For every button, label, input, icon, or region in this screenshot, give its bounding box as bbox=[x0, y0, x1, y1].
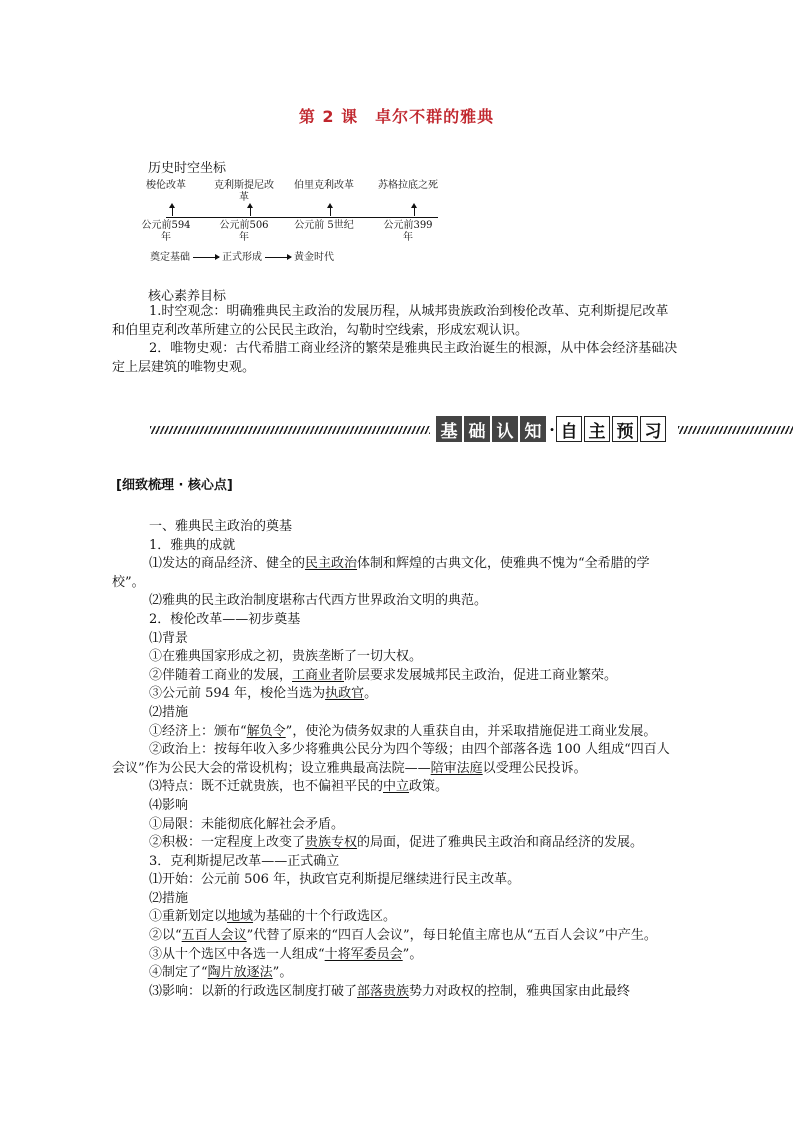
banner-char: 础 bbox=[464, 416, 490, 442]
literacy-item: 1.时空观念：明确雅典民主政治的发展历程，从城邦贵族政治到梭伦改革、克利斯提尼改革和伯里克利改革所建立的公民民主政治，勾勒时空线索，形成宏观认识。 bbox=[112, 304, 669, 338]
item-label: ⑵措施 bbox=[149, 704, 189, 720]
key-term: 解负令 bbox=[246, 723, 286, 739]
stage-label: 黄金时代 bbox=[294, 252, 334, 263]
literacy-goals bbox=[112, 303, 680, 377]
paragraph: ①重新划定以地域为基础的十个行政选区。 bbox=[149, 909, 397, 925]
timeline-event-date: 公元前 5世纪 bbox=[294, 220, 354, 231]
key-term: 陶片放逐法 bbox=[207, 965, 273, 981]
key-term: 十将军委员会 bbox=[324, 946, 403, 962]
paragraph: ②以“五百人会议”代替了原来的“四百人会议”，每日轮值主席也从“五百人会议”中产生。 bbox=[149, 928, 657, 944]
paragraph: ③公元前 594 年，梭伦当选为执政官。 bbox=[149, 686, 378, 702]
banner-char: 基 bbox=[436, 416, 462, 442]
paragraph: ⑴发达的商品经济、健全的民主政治体制和辉煌的古典文化，使雅典不愧为“全希腊的学校”。 bbox=[112, 556, 650, 590]
banner-hatch-right bbox=[678, 426, 793, 434]
banner-char: 认 bbox=[492, 416, 518, 442]
key-term: 五百人会议 bbox=[181, 928, 247, 944]
banner-title bbox=[436, 416, 668, 442]
paragraph: ⑵雅典的民主政治制度堪称古代西方世界政治文明的典范。 bbox=[149, 593, 488, 609]
item-label: ⑴背景 bbox=[149, 630, 189, 646]
key-term: 中立 bbox=[383, 779, 410, 795]
subheading: 2．梭伦改革——初步奠基 bbox=[149, 611, 301, 627]
banner-char: 自 bbox=[556, 416, 582, 442]
paragraph: ⑴开始：公元前 506 年，执政官克利斯提尼继续进行民主改革。 bbox=[149, 872, 521, 888]
timeline-event-label: 梭伦改革 bbox=[146, 180, 186, 191]
key-term: 地域 bbox=[227, 909, 254, 925]
lesson-title: 第 2 课 卓尔不群的雅典 bbox=[298, 107, 495, 126]
key-term: 陪审法庭 bbox=[430, 760, 483, 776]
key-term: 工商业者 bbox=[292, 667, 345, 683]
heading-1: 一、雅典民主政治的奠基 bbox=[149, 519, 293, 534]
section-banner bbox=[150, 414, 793, 444]
paragraph: ⑶特点：既不迁就贵族，也不偏袒平民的中立政策。 bbox=[149, 779, 449, 795]
banner-hatch-left bbox=[150, 426, 430, 434]
timeline-heading: 历史时空坐标 bbox=[148, 161, 227, 176]
timeline bbox=[141, 178, 450, 264]
subheading: 3．克利斯提尼改革——正式确立 bbox=[149, 853, 340, 869]
stage-label: 奠定基础 bbox=[150, 252, 190, 263]
key-term: 民主政治 bbox=[305, 556, 358, 572]
right-arrow-icon bbox=[193, 257, 219, 258]
item-label: ⑷影响 bbox=[149, 797, 189, 813]
key-term: 部落贵族 bbox=[357, 983, 410, 999]
paragraph: ②伴随着工商业的发展，工商业者阶层要求发展城邦民主政治，促进工商业繁荣。 bbox=[149, 667, 618, 683]
banner-char: 知 bbox=[520, 416, 546, 442]
timeline-arrow-icon bbox=[172, 206, 173, 216]
banner-char: 习 bbox=[640, 416, 666, 442]
timeline-event-label: 伯里克利改革 bbox=[294, 180, 354, 191]
literacy-item: 2．唯物史观：古代希腊工商业经济的繁荣是雅典民主政治诞生的根源，从中体会经济基础决定上层建筑的唯物史观。 bbox=[112, 341, 678, 375]
paragraph: ⑶影响：以新的行政选区制度打破了部落贵族势力对政权的控制，雅典国家由此最终 bbox=[149, 983, 631, 999]
section-label: [细致梳理 · 核心点] bbox=[116, 478, 233, 493]
paragraph: ①在雅典国家形成之初，贵族垄断了一切大权。 bbox=[149, 649, 423, 665]
key-term: 贵族专权 bbox=[305, 835, 358, 851]
right-arrow-icon bbox=[265, 257, 291, 258]
paragraph: ①局限：未能彻底化解社会矛盾。 bbox=[149, 816, 345, 832]
timeline-axis bbox=[166, 217, 438, 218]
stage-label: 正式形成 bbox=[222, 252, 262, 263]
paragraph: ①经济上：颁布“解负令”，使沦为债务奴隶的人重获自由，并采取措施促进工商业发展。 bbox=[149, 723, 657, 739]
timeline-arrow-icon bbox=[414, 206, 415, 216]
paragraph: ③从十个选区中各选一人组成“十将军委员会”。 bbox=[149, 946, 423, 962]
item-label: ⑵措施 bbox=[149, 890, 189, 906]
banner-char: 预 bbox=[612, 416, 638, 442]
timeline-event-date: 公元前506 年 bbox=[219, 220, 269, 243]
paragraph: ②积极：一定程度上改变了贵族专权的局面，促进了雅典民主政治和商品经济的发展。 bbox=[149, 835, 644, 851]
timeline-arrow-icon bbox=[330, 206, 331, 216]
paragraph: ④制定了“陶片放逐法”。 bbox=[149, 965, 293, 981]
timeline-event-label: 克利斯提尼改革 bbox=[214, 180, 274, 203]
lesson-content bbox=[112, 518, 682, 1001]
timeline-event-date: 公元前594 年 bbox=[141, 220, 191, 243]
banner-char: 主 bbox=[584, 416, 610, 442]
timeline-event-date: 公元前399 年 bbox=[383, 220, 433, 243]
paragraph: ②政治上：按每年收入多少将雅典公民分为四个等级；由四个部落各选 100 人组成“四百人会议”作为公民大会的常设机构；设立雅典最高法院——陪审法庭以受理公民投诉。 bbox=[112, 742, 670, 776]
subheading: 1．雅典的成就 bbox=[149, 537, 236, 553]
timeline-stages bbox=[150, 248, 334, 263]
banner-dot: · bbox=[549, 419, 555, 439]
key-term: 执政官 bbox=[325, 686, 365, 702]
literacy-heading: 核心素养目标 bbox=[148, 289, 227, 304]
timeline-arrow-icon bbox=[250, 206, 251, 216]
timeline-event-label: 苏格拉底之死 bbox=[378, 180, 438, 191]
